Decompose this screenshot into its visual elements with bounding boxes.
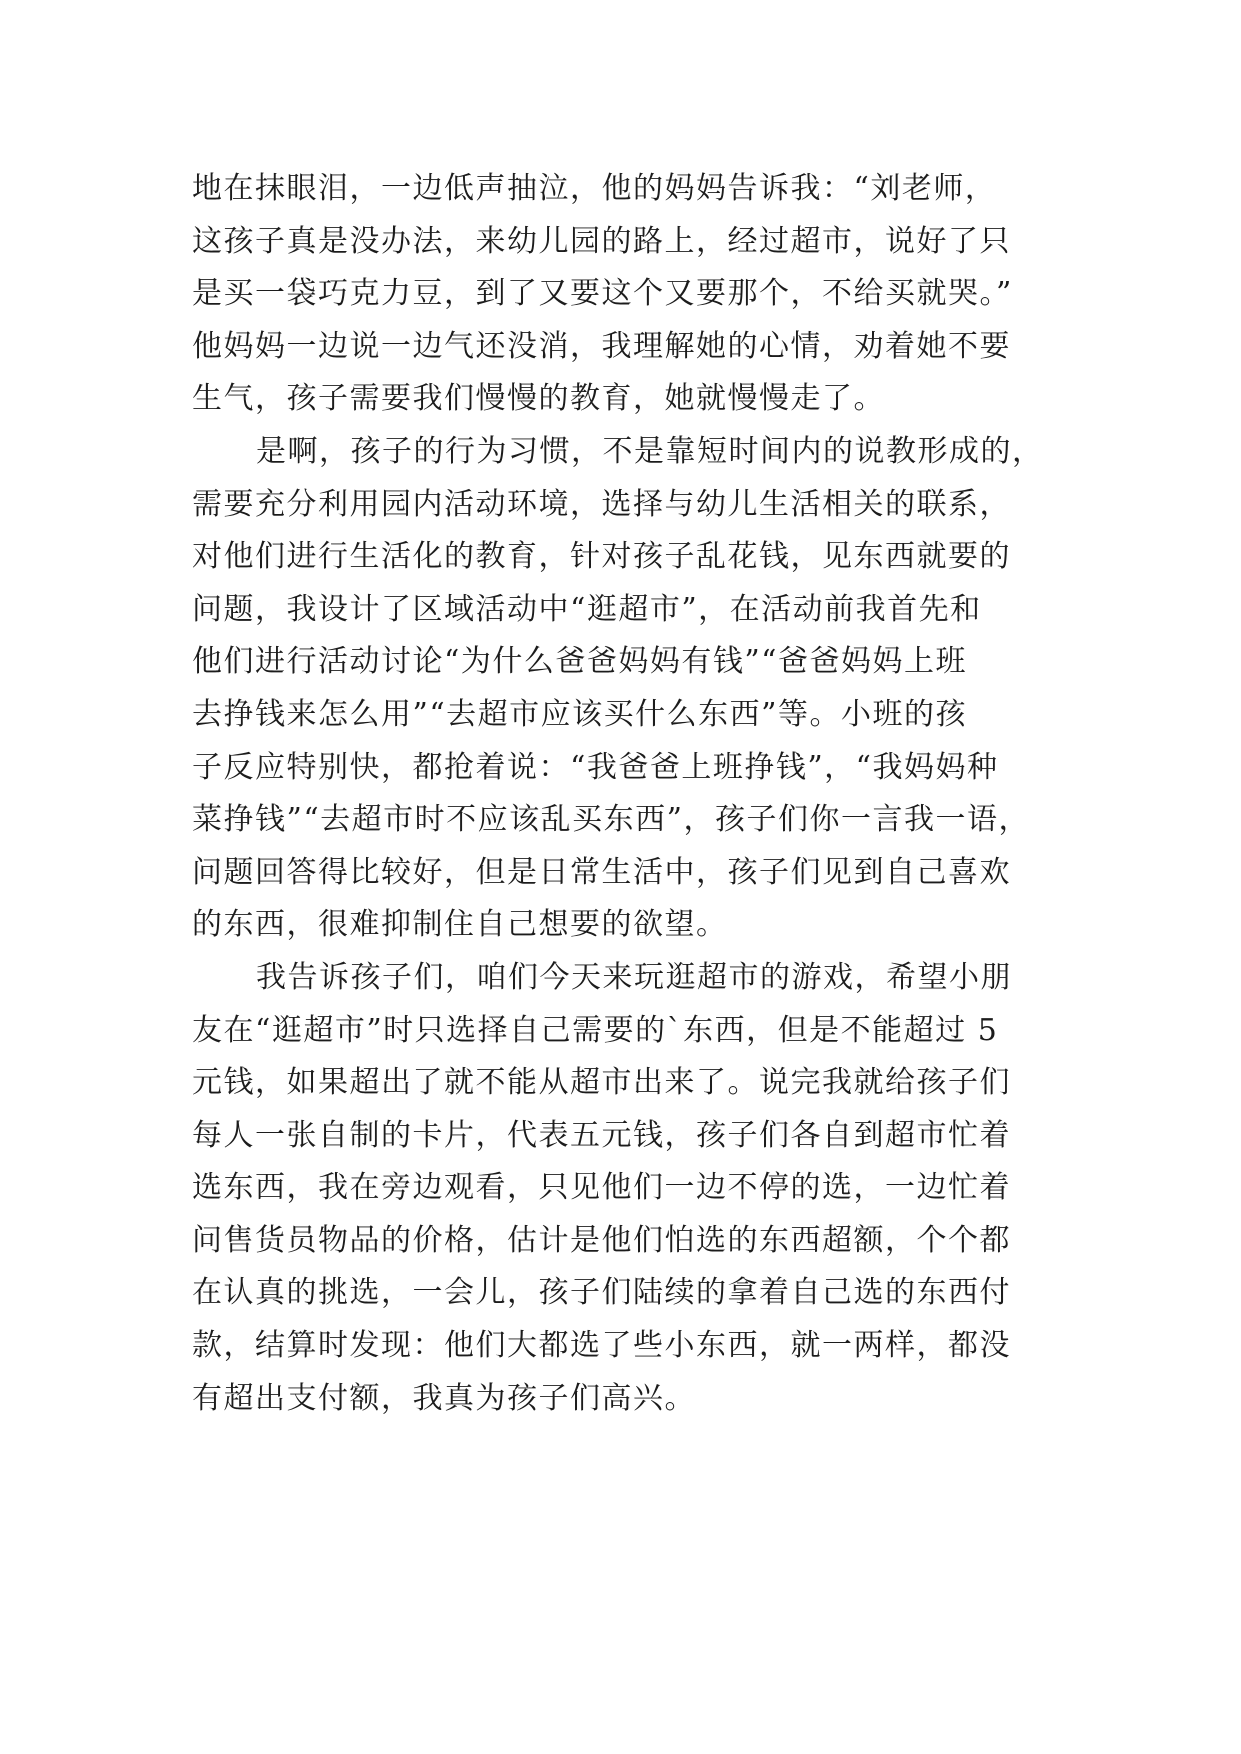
paragraph-3 (192, 952, 1052, 1425)
paragraph-line: 需要充分利用园内活动环境，选择与幼儿生活相关的联系， (192, 486, 1011, 522)
paragraph-line: 子反应特别快，都抢着说：“我爸爸上班挣钱”，“我妈妈种 (192, 749, 999, 785)
paragraph-line: 他妈妈一边说一边气还没消，我理解她的心情，劝着她不要 (192, 328, 1011, 364)
paragraph-line: 款，结算时发现：他们大都选了些小东西，就一两样，都没 (192, 1328, 1011, 1364)
paragraph-line: 问题回答得比较好，但是日常生活中，孩子们见到自己喜欢 (192, 854, 1011, 890)
paragraph-line: 菜挣钱”“去超市时不应该乱买东西”，孩子们你一言我一语， (192, 802, 1031, 838)
paragraph-line: 我告诉孩子们，咱们今天来玩逛超市的游戏，希望小朋 (256, 959, 1012, 995)
paragraph-line: 选东西，我在旁边观看，只见他们一边不停的选，一边忙着 (192, 1170, 1011, 1206)
paragraph-line: 问题，我设计了区域活动中“逛超市”，在活动前我首先和 (192, 591, 982, 627)
paragraph-line: 有超出支付额，我真为孩子们高兴。 (192, 1380, 696, 1416)
paragraph-line: 他们进行活动讨论“为什么爸爸妈妈有钱”“爸爸妈妈上班 (192, 644, 968, 680)
paragraph-line: 对他们进行生活化的教育，针对孩子乱花钱，见东西就要的 (192, 539, 1011, 575)
paragraph-line: 去挣钱来怎么用”“去超市应该买什么东西”等。小班的孩 (192, 696, 968, 732)
paragraph-line: 问售货员物品的价格，估计是他们怕选的东西超额，个个都 (192, 1222, 1011, 1258)
paragraph-line: 这孩子真是没办法，来幼儿园的路上，经过超市，说好了只 (192, 223, 1011, 259)
paragraph-line: 友在“逛超市”时只选择自己需要的`东西，但是不能超过 5 (192, 1012, 999, 1048)
paragraph-line: 在认真的挑选，一会儿，孩子们陆续的拿着自己选的东西付 (192, 1275, 1011, 1311)
paragraph-1 (192, 163, 1052, 426)
paragraph-line: 是买一袋巧克力豆，到了又要这个又要那个，不给买就哭。” (192, 276, 1013, 312)
paragraph-line: 生气，孩子需要我们慢慢的教育，她就慢慢走了。 (192, 381, 885, 417)
paragraph-2 (192, 426, 1052, 952)
paragraph-line: 元钱，如果超出了就不能从超市出来了。说完我就给孩子们 (192, 1065, 1011, 1101)
paragraph-line: 地在抹眼泪，一边低声抽泣，他的妈妈告诉我：“刘老师， (192, 171, 997, 206)
document-body (192, 163, 1052, 1425)
paragraph-line: 的东西，很难抑制住自己想要的欲望。 (192, 907, 728, 943)
paragraph-line: 是啊，孩子的行为习惯，不是靠短时间内的说教形成的， (256, 433, 1044, 469)
paragraph-line: 每人一张自制的卡片，代表五元钱，孩子们各自到超市忙着 (192, 1117, 1011, 1153)
